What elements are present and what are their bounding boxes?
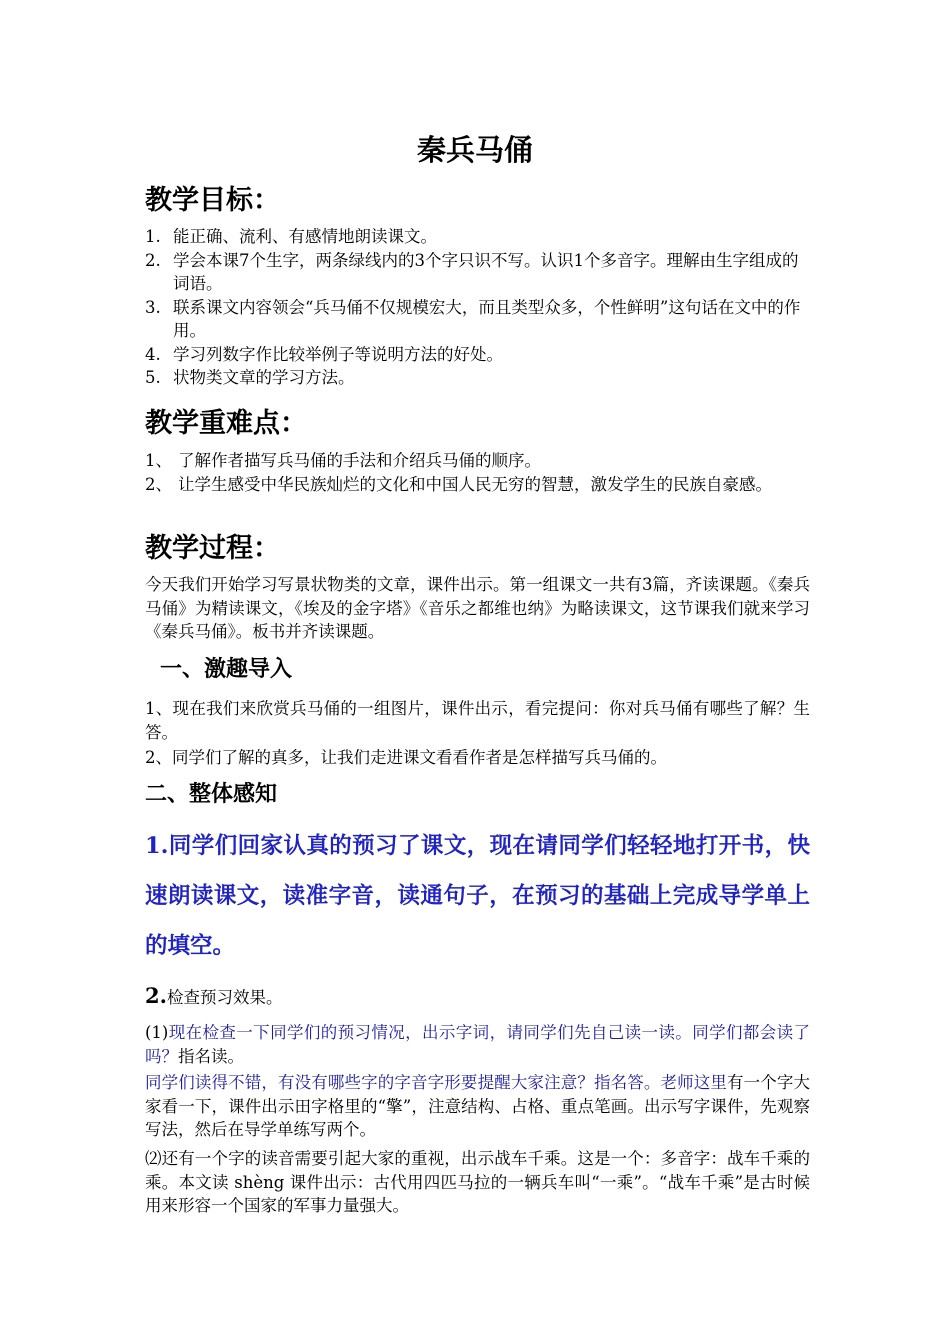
section1-paragraph-2: 2、同学们了解的真多，让我们走进课文看看作者是怎样描写兵马俑的。 (145, 748, 667, 767)
process-intro: 今天我们开始学习写景状物类的文章，课件出示。第一组课文一共有3篇，齐读课题。《秦兵马俑》为精读课文，《埃及的金字塔》《音乐之都维也纳》为略读课文，这节课我们就来学习《秦兵马俑》。板书并齐读课题。 (145, 575, 810, 641)
check-number: 2. (145, 983, 167, 1008)
list-item: 1. 能正确、流利、有感情地朗读课文。 (145, 227, 437, 246)
goals-list (145, 225, 810, 390)
section1-heading: 一、激趣导入 (160, 657, 293, 682)
list-item: 2、 让学生感受中华民族灿烂的文化和中国人民无穷的智慧，激发学生的民族自豪感。 (145, 474, 772, 494)
check-line (145, 983, 282, 1011)
list-item: 1、 了解作者描写兵马俑的手法和介绍兵马俑的顺序。 (145, 451, 541, 470)
list-item: 2. 学会本课7个生字，两条绿线内的3个字只识不写。认识1个多音字。理解由生字组成的词语。 (145, 250, 799, 293)
list-item: 5. 状物类文章的学习方法。 (145, 368, 355, 387)
list-item: 4. 学习列数字作比较举例子等说明方法的好处。 (145, 344, 503, 364)
process-heading: 教学过程： (145, 533, 280, 564)
page-title: 秦兵马俑 (416, 133, 533, 167)
section2-heading: 二、整体感知 (145, 782, 278, 807)
check-paragraph-3: ⑵还有一个字的读音需要引起大家的重视，出示战车千乘。这是一个：多音字：战车千乘的乘。本文读 shèng 课件出示：古代用四匹马拉的一辆兵车叫“一乘”。“战车千乘”是古时候用来形容一个国家的军事力量强大。 (145, 1149, 810, 1215)
instruction-text: 1.同学们回家认真的预习了课文，现在请同学们轻轻地打开书，快速朗读课文，读准字音，读通句子，在预习的基础上完成导学单上的填空。 (145, 833, 810, 959)
check-paragraph-1: (1)现在检查一下同学们的预习情况，出示字词，请同学们先自己读一读。同学们都会读了吗？指名读。 (145, 1023, 810, 1066)
goals-heading: 教学目标： (145, 185, 280, 216)
key-points-list (145, 449, 810, 496)
section1-paragraph-1: 1、现在我们来欣赏兵马俑的一组图片，课件出示，看完提问：你对兵马俑有哪些了解？生答。 (145, 699, 810, 742)
check-paragraph-2: 同学们读得不错，有没有哪些字的字音字形要提醒大家注意？指名答。老师这里有一个字大家看一下，课件出示田字格里的“擎”，注意结构、占格、重点笔画。出示写字课件，先观察写法，然后在导学单练写两个。 (145, 1073, 811, 1139)
list-item: 3. 联系课文内容领会“兵马俑不仅规模宏大，而且类型众多，个性鲜明”这句话在文中的作用。 (145, 297, 801, 340)
key-points-heading: 教学重难点： (145, 408, 307, 439)
check-text: 检查预习效果。 (166, 988, 283, 1007)
